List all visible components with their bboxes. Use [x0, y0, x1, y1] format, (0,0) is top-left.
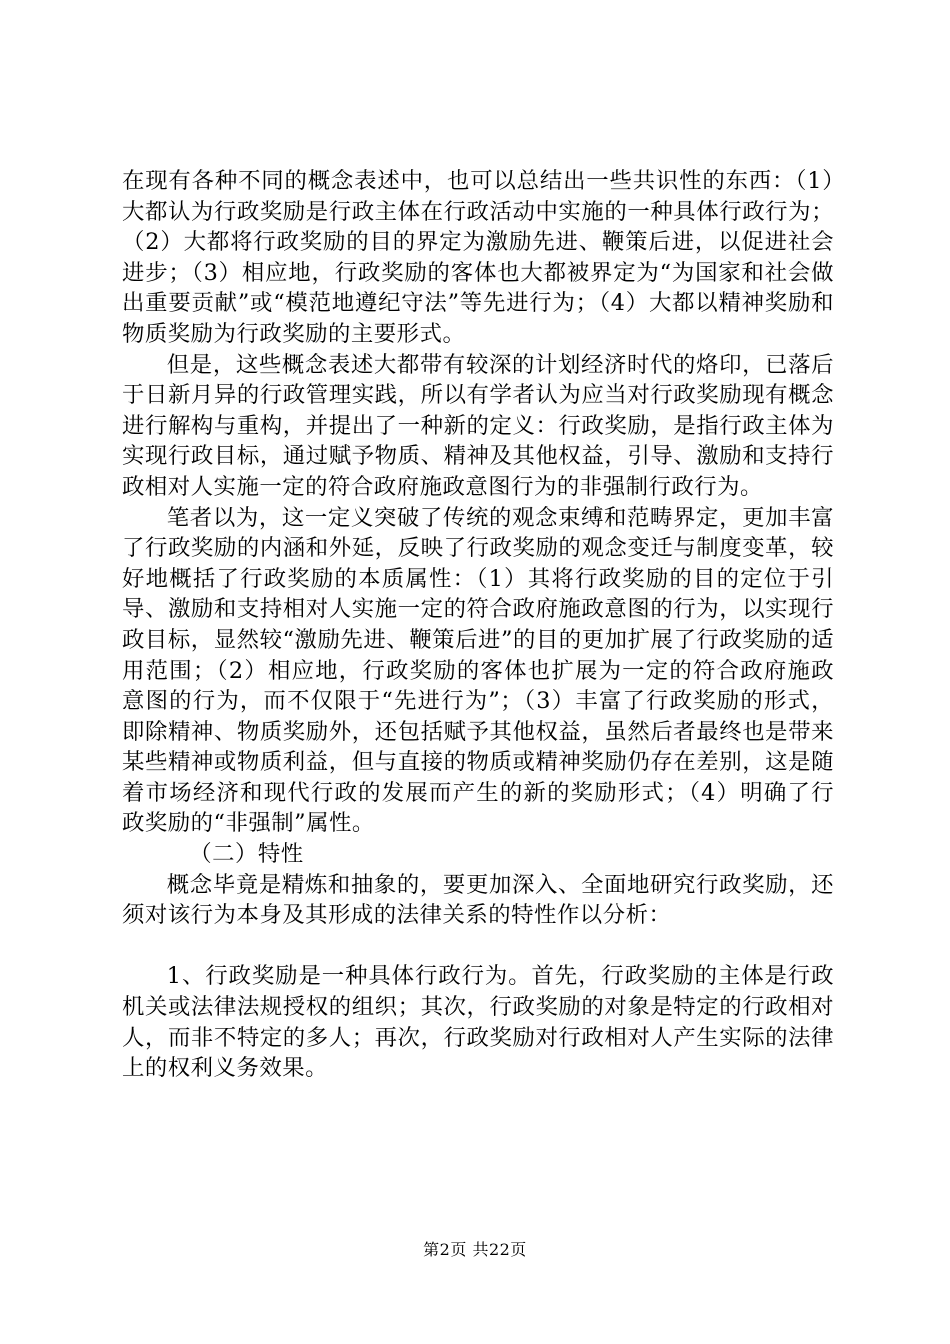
paragraph-spacer: [122, 931, 834, 962]
section-heading-characteristics: （二）特性: [189, 841, 304, 868]
document-body: [122, 166, 834, 1084]
page-footer: 第2页 共22页: [423, 1240, 527, 1259]
paragraph-specific-act: 1、行政奖励是一种具体行政行为。首先，行政奖励的主体是行政机关或法律法规授权的组织；其次，行政奖励的对象是特定的行政相对人，而非不特定的多人；再次，行政奖励对行政相对人产生实际的法律上的权利义务效果。: [122, 963, 834, 1082]
paragraph-author-view: 笔者以为，这一定义突破了传统的观念束缚和范畴界定，更加丰富了行政奖励的内涵和外延，反映了行政奖励的观念变迁与制度变革，较好地概括了行政奖励的本质属性：（1）其将行政奖励的目的定位于引导、激励和支持相对人实施一定的符合政府施政意图的行为，以实现行政目标，显然较“激励先进、鞭策后进”的目的更加扩展了行政奖励的适用范围；（2）相应地，行政奖励的客体也扩展为一定的符合政府施政意图的行为，而不仅限于“先进行为”；（3）丰富了行政奖励的形式，即除精神、物质奖励外，还包括赋予其他权益，虽然后者最终也是带来某些精神或物质利益，但与直接的物质或精神奖励仍存在差别，这是随着市场经济和现代行政的发展而产生的新的奖励形式；（4）明确了行政奖励的“非强制”属性。: [122, 504, 834, 837]
paragraph-consensus: 在现有各种不同的概念表述中，也可以总结出一些共识性的东西：（1）大都认为行政奖励是行政主体在行政活动中实施的一种具体行政行为；（2）大都将行政奖励的目的界定为激励先进、鞭策后进，以促进社会进步；（3）相应地，行政奖励的客体也大都被界定为“为国家和社会做出重要贡献”或“模范地遵纪守法”等先进行为；（4）大都以精神奖励和物质奖励为行政奖励的主要形式。: [122, 168, 834, 347]
paragraph-new-definition: 但是，这些概念表述大都带有较深的计划经济时代的烙印，已落后于日新月异的行政管理实践，所以有学者认为应当对行政奖励现有概念进行解构与重构，并提出了一种新的定义：行政奖励，是指行政主体为实现行政目标，通过赋予物质、精神及其他权益，引导、激励和支持行政相对人实施一定的符合政府施政意图行为的非强制行政行为。: [122, 351, 834, 500]
paragraph-characteristics-intro: 概念毕竟是精炼和抽象的，要更加深入、全面地研究行政奖励，还须对该行为本身及其形成的法律关系的特性作以分析：: [122, 871, 834, 929]
